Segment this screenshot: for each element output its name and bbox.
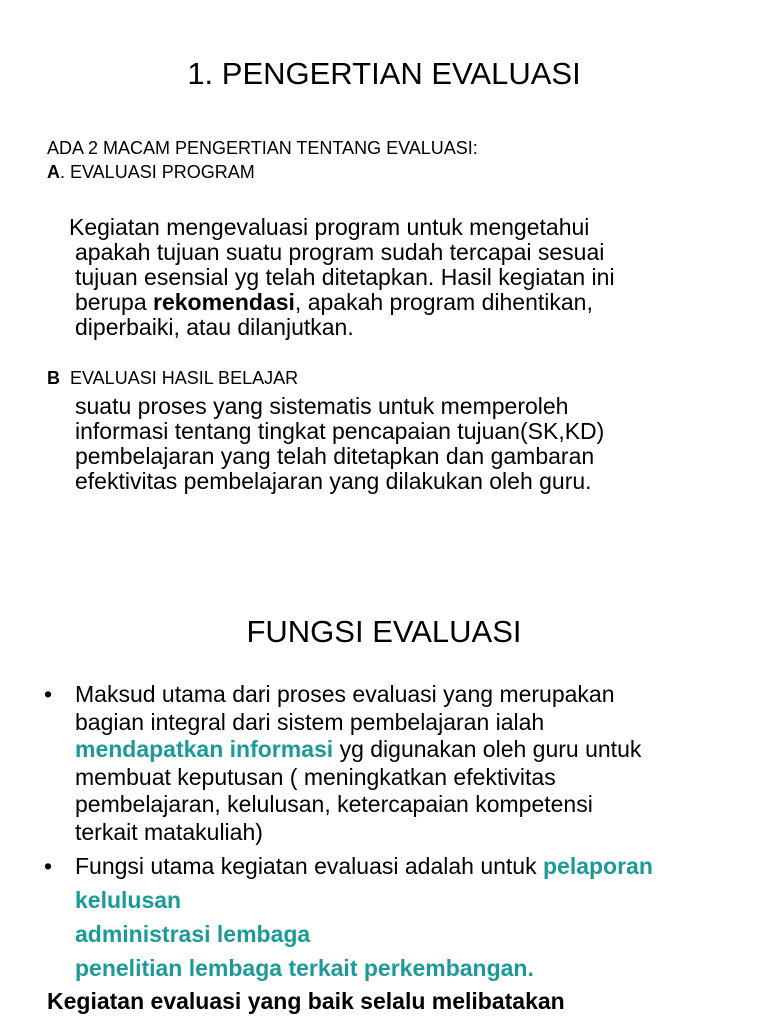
paragraph-a (0, 215, 615, 340)
bullet-1-line: terkait matakuliah) (75, 818, 263, 845)
heading-b-text: EVALUASI HASIL BELAJAR (70, 368, 299, 388)
heading-b-letter: B (47, 368, 60, 388)
paragraph-b-line: suatu proses yang sistematis untuk memperoleh (75, 393, 569, 419)
closing-line: Kegiatan evaluasi yang baik selalu melibatakan (47, 988, 565, 1014)
paragraph-b-line: informasi tentang tingkat pencapaian tujuan(SK,KD) (75, 418, 605, 444)
bullet-1 (75, 681, 641, 846)
bullet-2-text: Fungsi utama kegiatan evaluasi adalah untuk (75, 853, 543, 879)
sub-item-administrasi: administrasi lembaga (75, 921, 311, 947)
section2-title: FUNGSI EVALUASI (246, 614, 522, 649)
paragraph-a-text: , apakah program dihentikan, (294, 289, 593, 315)
paragraph-a-line: apakah tujuan suatu program sudah tercapai sesuai (75, 239, 605, 265)
paragraph-b-line: efektivitas pembelajaran yang dilakukan oleh guru. (75, 468, 592, 494)
intro-line: ADA 2 MACAM PENGERTIAN TENTANG EVALUASI: (47, 138, 478, 158)
heading-a-text: . EVALUASI PROGRAM (60, 162, 255, 182)
sub-item-penelitian: penelitian lembaga terkait perkembangan. (75, 955, 534, 981)
bullet-2 (75, 853, 653, 881)
bullet-1-line: membuat keputusan ( meningkatkan efektivitas (75, 763, 556, 790)
bullet-1-line (75, 736, 641, 764)
sub-item-kelulusan: kelulusan (75, 887, 182, 913)
bullet-dot: • (44, 681, 53, 707)
paragraph-b (75, 394, 604, 494)
paragraph-b-line: pembelajaran yang telah ditetapkan dan gambaran (75, 443, 595, 469)
keyword-rekomendasi: rekomendasi (153, 289, 295, 315)
keyword-pelaporan: pelaporan (542, 853, 653, 879)
bullet-dot: • (44, 853, 53, 879)
bullet-1-line: bagian integral dari sistem pembelajaran ialah (75, 708, 545, 735)
paragraph-a-line (0, 290, 615, 315)
section1-title: 1. PENGERTIAN EVALUASI (187, 56, 581, 91)
heading-a (47, 161, 255, 183)
heading-a-letter: A (47, 162, 60, 182)
keyword-mendapatkan-informasi: mendapatkan informasi (75, 736, 334, 762)
paragraph-a-line: diperbaiki, atau dilanjutkan. (75, 314, 354, 340)
bullet-1-line: pembelajaran, kelulusan, ketercapaian kompetensi (75, 791, 593, 817)
bullet-1-text: yg digunakan oleh guru untuk (333, 736, 642, 762)
heading-b (47, 367, 298, 389)
paragraph-a-line: tujuan esensial yg telah ditetapkan. Hasil kegiatan ini (75, 264, 615, 290)
bullet-1-line: Maksud utama dari proses evaluasi yang merupakan (75, 681, 615, 707)
paragraph-a-text: berupa (75, 289, 154, 315)
paragraph-a-line: Kegiatan mengevaluasi program untuk mengetahui (69, 214, 590, 240)
